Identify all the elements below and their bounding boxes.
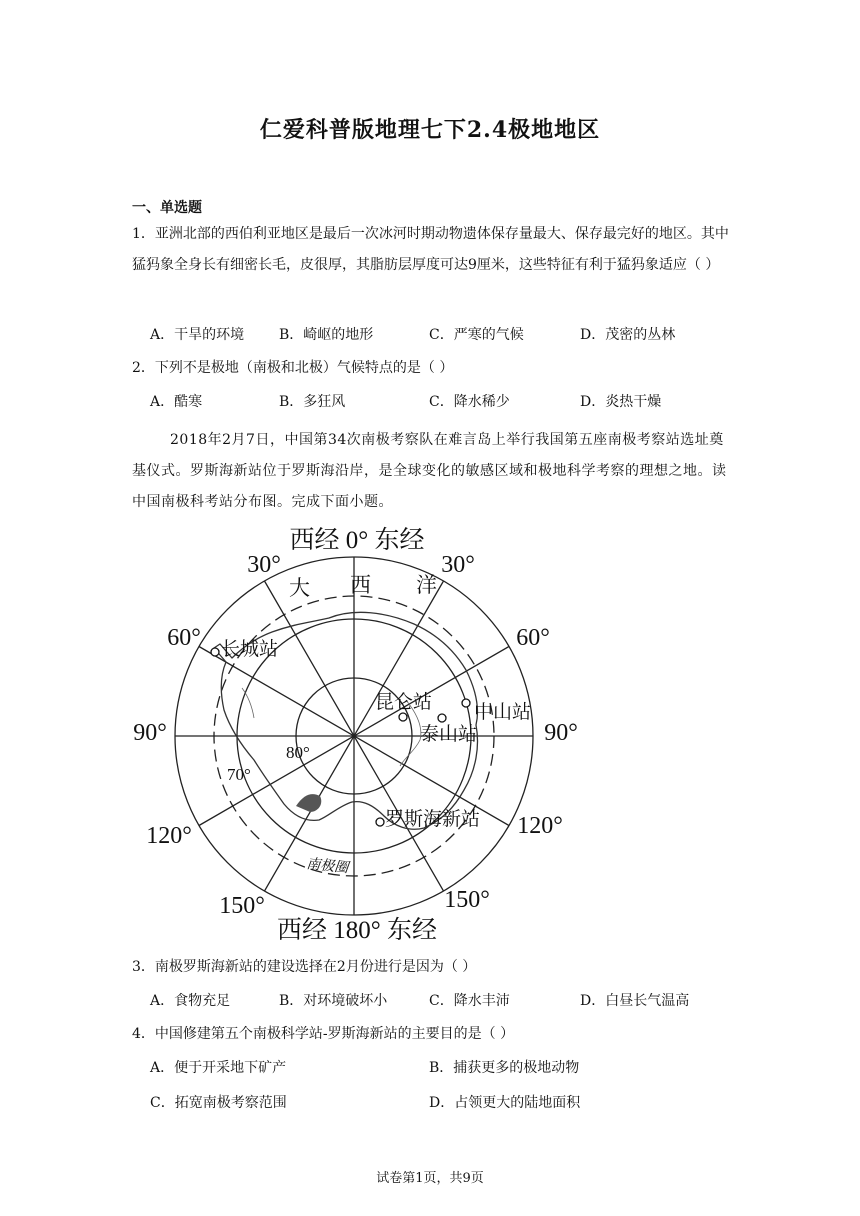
lon-label-w150: 150° [219, 893, 265, 919]
lat-label-80: 80° [286, 743, 310, 762]
question-2-option-c[interactable]: C．降水稀少 [429, 394, 510, 410]
question-4-option-c[interactable]: C．拓宽南极考察范围 [150, 1095, 287, 1111]
peninsula-detail [242, 688, 254, 718]
map-top-longitude-label: 西经 0° 东经 [289, 527, 425, 554]
question-4-options-row-1 [150, 1057, 740, 1079]
question-4-option-d[interactable]: D．占领更大的陆地面积 [429, 1095, 581, 1111]
station-dot-zhongshan [462, 699, 470, 707]
station-label-changcheng: 长城站 [221, 639, 279, 660]
lon-label-e30: 30° [441, 552, 475, 578]
question-1-option-d[interactable]: D．茂密的丛林 [580, 327, 676, 343]
page-title: 仁爱科普版地理七下2.4极地地区 [259, 117, 601, 143]
question-1-options [150, 324, 740, 346]
ocean-char-3: 洋 [416, 573, 437, 597]
ocean-char-1: 大 [289, 576, 310, 600]
question-2-text: 2．下列不是极地（南极和北极）气候特点的是（ ） [132, 360, 454, 376]
question-1-option-c[interactable]: C．严寒的气候 [429, 327, 524, 343]
question-2-option-b[interactable]: B．多狂风 [279, 394, 346, 410]
question-4-options-row-2 [150, 1092, 740, 1114]
ocean-char-2: 西 [350, 573, 371, 597]
question-3-option-c[interactable]: C．降水丰沛 [429, 993, 510, 1009]
lon-label-e90: 90° [544, 720, 578, 746]
section-heading: 一、单选题 [132, 200, 202, 216]
question-4-option-b[interactable]: B．捕获更多的极地动物 [429, 1060, 580, 1076]
antarctic-station-map [124, 520, 594, 950]
question-2-option-d[interactable]: D．炎热干燥 [580, 394, 662, 410]
question-1-text: 1．亚洲北部的西伯利亚地区是最后一次冰河时期动物遗体保存量最大、保存最完好的地区。其中猛犸象全身长有细密长毛，皮很厚，其脂肪层厚度可达9厘米，这些特征有利于猛犸象适应（ ） [132, 226, 729, 273]
question-3-option-b[interactable]: B．对环境破坏小 [279, 993, 388, 1009]
lon-label-w90: 90° [133, 720, 167, 746]
lon-label-e120: 120° [517, 813, 563, 839]
question-3-option-a[interactable]: A．食物充足 [150, 993, 231, 1009]
question-1-option-b[interactable]: B．崎岖的地形 [279, 327, 374, 343]
question-3-options [150, 990, 740, 1012]
station-label-kunlun: 昆仑站 [375, 692, 433, 713]
lon-label-w60: 60° [167, 625, 201, 651]
station-label-taishan: 泰山站 [420, 724, 478, 745]
question-4-text: 4．中国修建第五个南极科学站-罗斯海新站的主要目的是（ ） [132, 1026, 515, 1042]
station-label-rosssea: 罗斯海新站 [385, 809, 481, 830]
question-4-option-a[interactable]: A．便于开采地下矿产 [150, 1060, 287, 1076]
question-2-options [150, 391, 740, 413]
ross-ice-detail [296, 794, 321, 812]
reading-passage: 2018年2月7日，中国第34次南极考察队在难言岛上举行我国第五座南极考察站选址奠基仪式。罗斯海新站位于罗斯海沿岸，是全球变化的敏感区域和极地科学考察的理想之地。读中国南极科考站分布图。完成下面小题。 [132, 432, 727, 510]
page-footer: 试卷第1页，共9页 [376, 1171, 484, 1186]
station-dot-changcheng [211, 648, 219, 656]
question-1-option-a[interactable]: A．干旱的环境 [150, 327, 245, 343]
map-bottom-longitude-label: 西经 180° 东经 [277, 917, 437, 944]
lon-label-e150: 150° [444, 887, 490, 913]
question-3-option-d[interactable]: D．白昼长气温高 [580, 993, 690, 1009]
station-dot-rosssea [376, 818, 384, 826]
station-label-zhongshan: 中山站 [474, 702, 532, 723]
antarctic-circle-label: 南极圈 [305, 857, 349, 877]
question-3-text: 3．南极罗斯海新站的建设选择在2月份进行是因为（ ） [132, 959, 477, 975]
lon-label-w120: 120° [146, 823, 192, 849]
station-dot-taishan [438, 714, 446, 722]
station-dot-kunlun [399, 713, 407, 721]
lon-label-w30: 30° [247, 552, 281, 578]
lon-label-e60: 60° [516, 625, 550, 651]
lat-label-70: 70° [227, 765, 251, 784]
question-2-option-a[interactable]: A．酷寒 [150, 394, 203, 410]
